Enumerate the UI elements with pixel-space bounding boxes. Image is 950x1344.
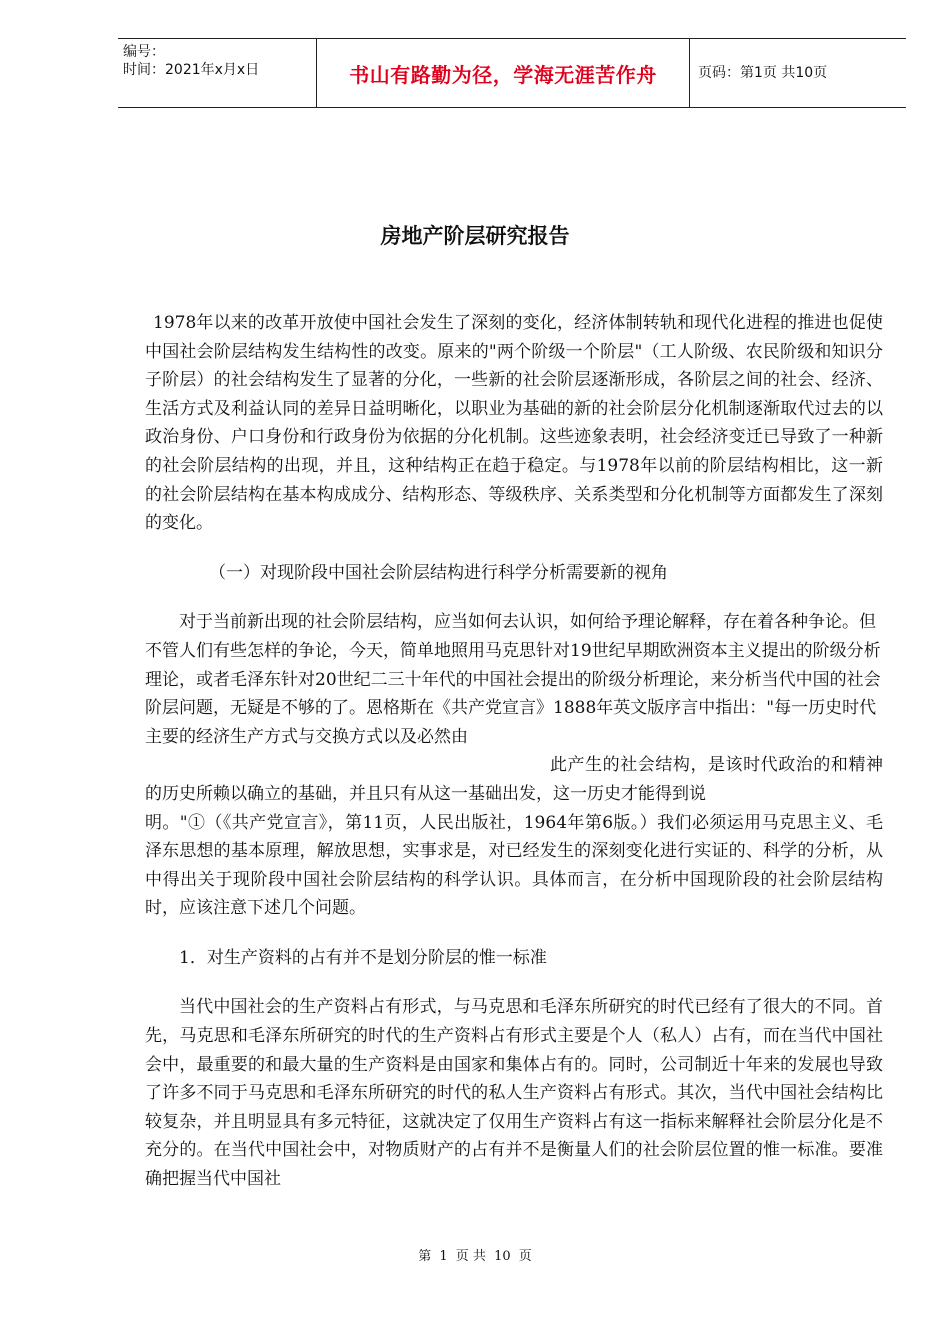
header-page-cell: [690, 39, 906, 107]
subsection-heading: 1．对生产资料的占有并不是划分阶层的惟一标准: [179, 947, 547, 968]
footer-total-pages: 10: [494, 1249, 511, 1264]
body-paragraph: 对于当前新出现的社会阶层结构，应当如何去认识，如何给予理论解释，存在着各种争论。但不管人们有些怎样的争论，今天，简单地照用马克思针对19世纪早期欧洲资本主义提出的阶级分析理论，或者毛泽东针对20世纪二三十年代的中国社会提出的阶级分析理论，来分析当代中国的社会阶层问题，无疑是不够的了。恩格斯在《共产党宣言》1888年英文版序言中指出："每一历史时代主要的经济生产方式与交换方式以及必然由: [145, 612, 881, 747]
page-footer: [0, 1245, 950, 1264]
footer-suffix: 页: [518, 1249, 532, 1264]
body-paragraph: 1978年以来的改革开放使中国社会发生了深刻的变化，经济体制转轨和现代化进程的推进也促使中国社会阶层结构发生结构性的改变。原来的"两个阶级一个阶层"（工人阶级、农民阶级和知识分子阶层）的社会结构发生了显著的分化，一些新的社会阶层逐渐形成，各阶层之间的社会、经济、生活方式及利益认同的差异日益明晰化，以职业为基础的新的社会阶层分化机制逐渐取代过去的以政治身份、户口身份和行政身份为依据的分化机制。这些迹象表明，社会经济变迁已导致了一种新的社会阶层结构的出现，并且，这种结构正在趋于稳定。与1978年以前的阶层结构相比，这一新的社会阶层结构在基本构成成分、结构形态、等级秩序、关系类型和分化机制等方面都发生了深刻的变化。: [145, 313, 883, 534]
header-motto-cell: [316, 39, 690, 107]
document-number-label: 编号：: [123, 44, 165, 60]
body-paragraph-continued: 明。"①（《共产党宣言》，第11页，人民出版社，1964年第6版。）我们必须运用马克思主义、毛泽东思想的基本原理，解放思想，实事求是，对已经发生的深刻变化进行实证的、科学的分析，从中得出关于现阶段中国社会阶层结构的科学认识。具体而言，在分析中国现阶段的社会阶层结构时，应该注意下述几个问题。: [145, 812, 883, 919]
header-motto: 书山有路勤为径，学海无涯苦作舟: [349, 62, 657, 87]
header-meta-cell: [118, 39, 316, 107]
header-page-label: 页码：第1页 共10页: [698, 65, 828, 81]
section-heading: （一）对现阶段中国社会阶层结构进行科学分析需要新的视角: [209, 562, 668, 583]
page-header: [118, 38, 906, 108]
footer-current-page: 1: [439, 1249, 448, 1264]
document-title: 房地产阶层研究报告: [380, 224, 570, 248]
footer-prefix: 第: [418, 1249, 432, 1264]
document-time-label: 时间：2021年x月x日: [123, 62, 260, 78]
footer-middle: 页 共: [455, 1249, 486, 1264]
body-paragraph-continued: 此产生的社会结构，是该时代政治的和精神的历史所赖以确立的基础，并且只有从这一基础出发，这一历史才能得到说: [145, 755, 883, 804]
body-paragraph: 当代中国社会的生产资料占有形式，与马克思和毛泽东所研究的时代已经有了很大的不同。首先，马克思和毛泽东所研究的时代的生产资料占有形式主要是个人（私人）占有，而在当代中国社会中，最重要的和最大量的生产资料是由国家和集体占有的。同时，公司制近十年来的发展也导致了许多不同于马克思和毛泽东所研究的时代的私人生产资料占有形式。其次，当代中国社会结构比较复杂，并且明显具有多元特征，这就决定了仅用生产资料占有这一指标来解释社会阶层分化是不充分的。在当代中国社会中，对物质财产的占有并不是衡量人们的社会阶层位置的惟一标准。要准确把握当代中国社: [145, 997, 883, 1190]
document-body: [145, 309, 883, 1194]
